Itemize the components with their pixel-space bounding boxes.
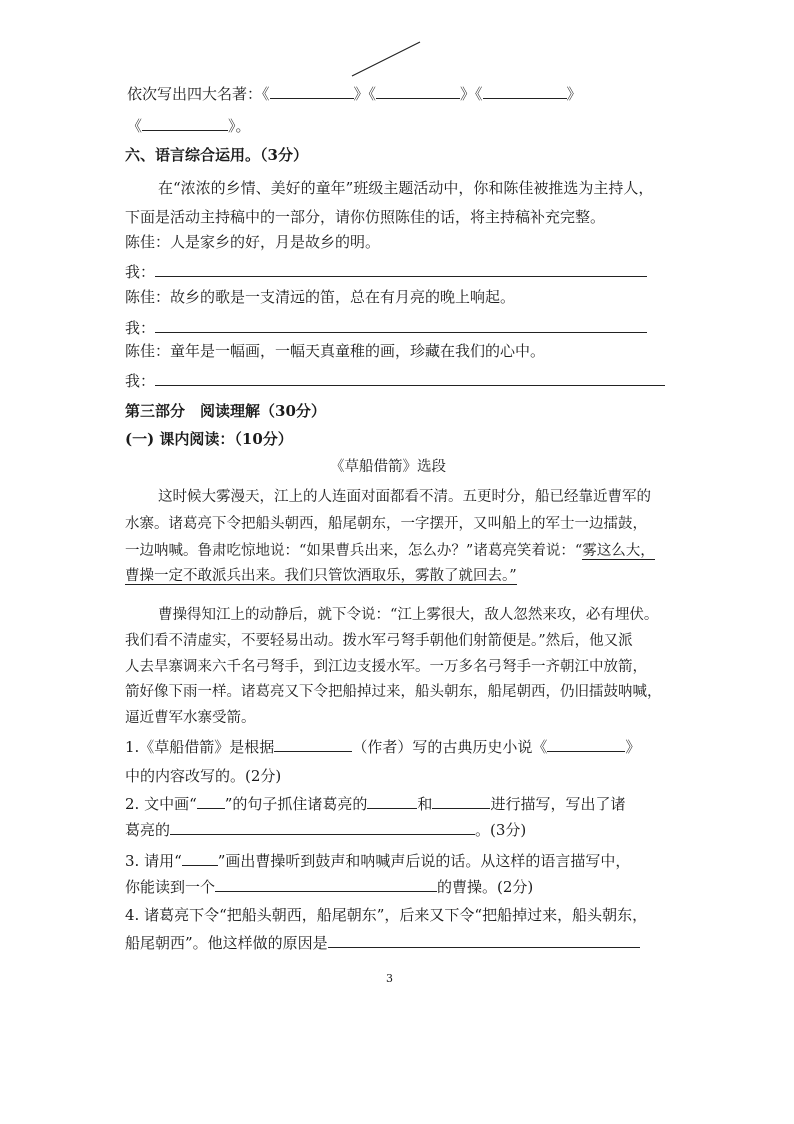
- q1-novel-blank[interactable]: [547, 737, 625, 752]
- question-2-cont: 葛亮的 。(3分): [125, 821, 527, 839]
- underlined-sentence: 曹操一定不敢派兵出来。我们只管饮酒取乐，雾散了就回去。”: [125, 568, 517, 584]
- part-3-title: 第三部分 阅读理解（30分）: [125, 402, 326, 420]
- q3-blank[interactable]: [215, 877, 437, 892]
- passage-p1-line-4: [125, 566, 517, 586]
- underlined-sentence-start: 雾这么大，: [582, 543, 655, 559]
- question-1-cont: 中的内容改写的。(2分): [125, 767, 282, 785]
- question-2: 2. 文中画“ ”的句子抓住诸葛亮的 和 进行描写，写出了诸: [125, 795, 626, 813]
- chen-jia-line-3: 陈佳：童年是一幅画，一幅天真童稚的画，珍藏在我们的心中。: [125, 342, 546, 360]
- section-6-intro-1: 在“浓浓的乡情、美好的童年”班级主题活动中，你和陈佳被推选为主持人，: [158, 179, 654, 197]
- section-6-title: 六、语言综合运用。（3分）: [125, 146, 308, 164]
- q2-blank-2[interactable]: [432, 794, 490, 809]
- q1-author-blank[interactable]: [274, 737, 352, 752]
- question-3-cont: 你能读到一个 的曹操。(2分): [125, 878, 534, 896]
- passage-p1-line-2: 水寨。诸葛亮下令把船头朝西，船尾朝东，一字摆开，又叫船上的军士一边擂鼓，: [125, 516, 647, 532]
- q2-blank-1[interactable]: [367, 794, 417, 809]
- me-answer-2[interactable]: [155, 318, 647, 333]
- me-answer-1[interactable]: [155, 262, 647, 277]
- passage-p2-line-1: 曹操得知江上的动静后，就下令说：“江上雾很大，敌人忽然来攻，必有埋伏。: [158, 607, 659, 623]
- question-3: 3. 请用“ ”画出曹操听到鼓声和呐喊声后说的话。从这样的语言描写中，: [125, 852, 631, 870]
- question-4-cont: 船尾朝西”。他这样做的原因是: [125, 933, 640, 953]
- passage-p2-line-3: 人去旱寨调来六千名弓弩手，到江边支援水军。一万多名弓弩手一齐朝江中放箭，: [125, 659, 647, 675]
- answer-blank-2[interactable]: [376, 84, 460, 99]
- section-6-intro-2: 下面是活动主持稿中的一部分，请你仿照陈佳的话，将主持稿补充完整。: [125, 208, 606, 226]
- passage-title: 《草船借箭》选段: [330, 459, 446, 475]
- four-classics-line-2: 《 》。: [127, 117, 251, 135]
- chen-jia-line-1: 陈佳：人是家乡的好，月是故乡的明。: [125, 233, 381, 251]
- question-4: 4. 诸葛亮下令“把船头朝西，船尾朝东”，后来又下令“把船掉过来，船头朝东，: [125, 906, 648, 924]
- page-number: 3: [386, 972, 393, 985]
- in-class-reading-title: (一) 课内阅读：（10分）: [125, 430, 293, 448]
- q4-blank[interactable]: [328, 933, 640, 948]
- answer-blank-4[interactable]: [142, 116, 228, 131]
- me-answer-3[interactable]: [155, 371, 665, 386]
- answer-blank-3[interactable]: [483, 84, 567, 99]
- passage-p1-line-1: 这时候大雾漫天，江上的人连面对面都看不清。五更时分，船已经靠近曹军的: [158, 489, 651, 505]
- four-classics-prompt: 依次写出四大名著：《: [127, 85, 270, 103]
- passage-p2-line-2: 我们看不清虚实，不要轻易出动。拨水军弓弩手朝他们射箭便是。”然后，他又派: [125, 633, 633, 649]
- me-line-2: 我：: [125, 318, 647, 338]
- passage-p2-line-5: 逼近曹军水寨受箭。: [125, 710, 256, 726]
- me-line-1: 我：: [125, 262, 647, 282]
- passage-p2-line-4: 箭好像下雨一样。诸葛亮又下令把船掉过来，船头朝东，船尾朝西，仍旧擂鼓呐喊，: [125, 684, 662, 700]
- chen-jia-line-2: 陈佳：故乡的歌是一支清远的笛，总在有月亮的晚上响起。: [125, 288, 516, 306]
- passage-p1-line-3: 一边呐喊。鲁肃吃惊地说：“如果曹兵出来，怎么办？”诸葛亮笑着说：“雾这么大，: [125, 543, 655, 559]
- answer-blank-1[interactable]: [270, 84, 354, 99]
- q2-blank-3[interactable]: [170, 820, 475, 835]
- four-classics-line: 依次写出四大名著：《 》《 》《 》: [127, 85, 582, 103]
- question-1: 1.《草船借箭》是根据 （作者）写的古典历史小说《 》: [125, 738, 641, 756]
- me-line-3: 我：: [125, 371, 665, 391]
- pen-stroke-mark: [350, 40, 430, 80]
